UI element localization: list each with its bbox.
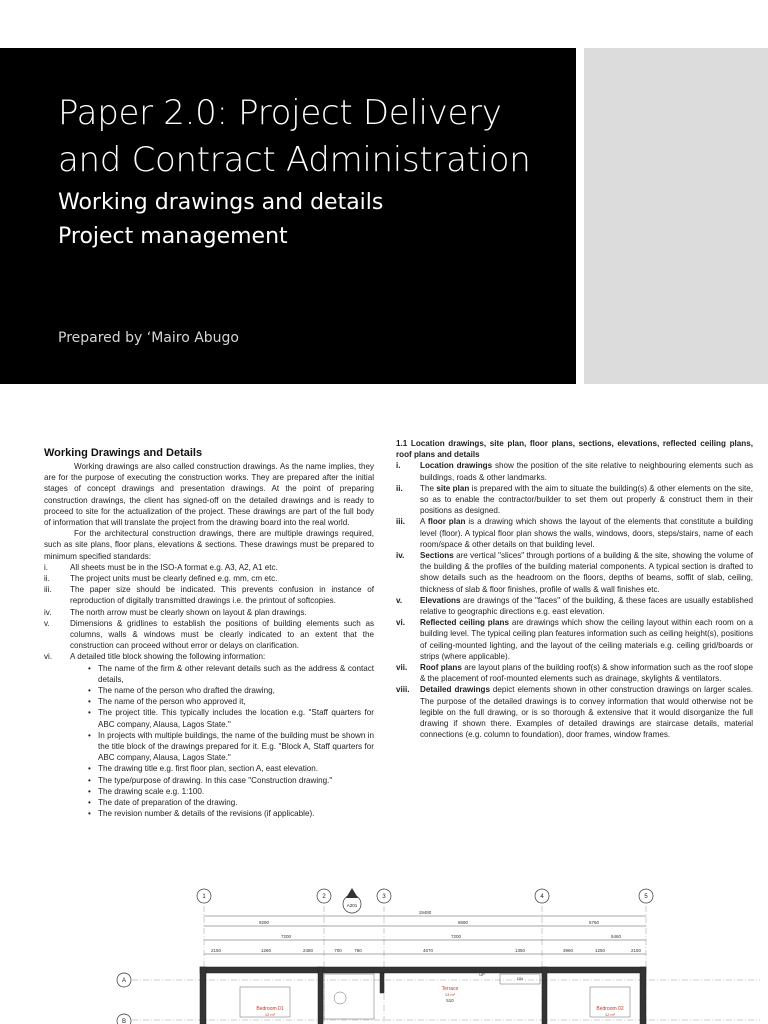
room-label: Terrace bbox=[441, 986, 459, 992]
slide-title: Paper 2.0: Project Delivery and Contract Administration bbox=[58, 93, 531, 180]
intro-paragraph: Working drawings are also called construction drawings. As the name implies, they are for the purpose of executing the construction works. They are prepared after the initial stages of concept drawings and presentation drawings. At the point of preparing construction drawings, the client has signed-off on the detailed drawings and is ready to proceed to site for the actualization of the project. These drawings are part of the full body of information that will translate the project from the drawing board into the real world. bbox=[44, 462, 374, 528]
bullet-item: • The name of the person who drafted the drawing, bbox=[70, 685, 374, 696]
item-number: iii. bbox=[44, 585, 52, 595]
item-number: i. bbox=[44, 562, 49, 572]
dimension: 700 bbox=[334, 948, 342, 953]
list-item bbox=[396, 662, 753, 684]
floor-plan-svg bbox=[90, 862, 760, 1024]
item-prefix: The bbox=[420, 483, 437, 493]
section-heading: Working Drawings and Details bbox=[44, 447, 203, 459]
list-item bbox=[44, 573, 374, 584]
item-term: site plan bbox=[436, 483, 470, 493]
preparer-credit: Prepared by ‘Mairo Abugo bbox=[58, 330, 239, 346]
room-label: Bedroom 01 bbox=[256, 1006, 284, 1012]
dimension: 1250 bbox=[594, 948, 606, 953]
list-item bbox=[396, 595, 753, 617]
bullet-item: • The name of the person who approved it, bbox=[70, 696, 374, 707]
item-text: is a drawing which shows the layout of the elements that constitute a building level (floor). A typical floor plan shows the walls, windows, doors, steps/stairs, name of each room/space & other details on that building level. bbox=[420, 517, 754, 549]
item-text: is prepared with the aim to situate the building(s) & other elements on the site, so as to enable the contractor/builder to set them out properly & construct them in their positions as designed. bbox=[420, 483, 754, 516]
item-number: ii. bbox=[44, 574, 50, 584]
subtitle-line-1: Working drawings and details bbox=[58, 190, 384, 215]
item-term: Detailed drawings bbox=[420, 685, 490, 695]
item-term: Sections bbox=[420, 551, 454, 561]
room-area: 13 m² bbox=[444, 992, 456, 997]
dimension: 2150 bbox=[630, 948, 642, 953]
north-arrow-icon bbox=[343, 888, 361, 913]
item-term: Location drawings bbox=[420, 461, 493, 471]
dimension: 5760 bbox=[588, 920, 600, 925]
item-number: vi. bbox=[44, 652, 53, 662]
grid-label: 3 bbox=[382, 894, 386, 900]
dimension: 1350 bbox=[514, 948, 526, 953]
item-text: Dimensions & gridlines to establish the positions of building elements such as columns, walls & windows must be clearly indicated to an extent that the construction can proceed without error or delays on clarification. bbox=[70, 618, 374, 651]
list-item bbox=[396, 617, 753, 662]
stair-label: DN bbox=[517, 976, 523, 981]
item-number: iv. bbox=[396, 551, 405, 561]
level-label: UP bbox=[479, 972, 485, 977]
item-term: Elevations bbox=[420, 595, 461, 605]
floor-plan-drawing bbox=[90, 862, 760, 1024]
drawing-types-list bbox=[396, 460, 753, 740]
list-item bbox=[396, 684, 753, 740]
item-text: are drawings of the "faces" of the building, & these faces are usually established relative to geographic directions e.g. east elevation. bbox=[420, 595, 753, 617]
list-item bbox=[44, 584, 374, 606]
grid-label: 2 bbox=[322, 894, 326, 900]
dimension: 7200 bbox=[280, 934, 292, 939]
item-text: The project units must be clearly defined e.g. mm, cm etc. bbox=[70, 574, 278, 584]
item-number: vi. bbox=[396, 618, 405, 628]
grid-label: B bbox=[121, 1019, 127, 1024]
north-label: A201 bbox=[346, 903, 358, 908]
item-number: iv. bbox=[44, 607, 52, 617]
bullet-item: • The name of the firm & other relevant details such as the address & contact details, bbox=[70, 663, 374, 685]
item-number: iii. bbox=[396, 517, 405, 527]
dimension: 1260 bbox=[260, 948, 272, 953]
item-text: A detailed title block showing the following information: bbox=[70, 652, 266, 662]
title-slide bbox=[0, 48, 576, 384]
standards-list bbox=[44, 562, 374, 820]
item-prefix: A bbox=[420, 517, 428, 527]
item-term: floor plan bbox=[427, 517, 466, 527]
subtitle-line-2: Project management bbox=[58, 224, 288, 249]
standards-paragraph: For the architectural construction drawings, there are multiple drawings required, such as site plans, floor plans, elevations & sections. These drawings must be prepared to minimum specified standards: bbox=[44, 529, 374, 561]
subsection-heading: 1.1 Location drawings, site plan, floor plans, sections, elevations, reflected ceiling plans, roof plans and details bbox=[396, 439, 753, 460]
bullet-item: • The revision number & details of the revisions (if applicable). bbox=[70, 808, 374, 819]
item-number: vii. bbox=[396, 663, 408, 673]
item-number: viii. bbox=[396, 685, 410, 695]
grid-label: 5 bbox=[644, 894, 648, 900]
dimension: 8690 bbox=[457, 920, 469, 925]
dimension: 760 bbox=[354, 948, 362, 953]
room-area: 12 m² bbox=[264, 1012, 276, 1017]
item-text: The paper size should be indicated. This prevents confusion in instance of reproduction of digitally transmitted drawings i.e. the printout of softcopies. bbox=[70, 585, 374, 606]
list-item bbox=[396, 516, 753, 550]
room-area: 12 m² bbox=[604, 1012, 616, 1017]
dimension: 9290 bbox=[258, 920, 270, 925]
item-number: v. bbox=[44, 618, 50, 628]
bullet-item: • The project title. This typically includes the location e.g. "Staff quarters for ABC company, Alausa, Lagos State." bbox=[70, 707, 374, 729]
title-block-list bbox=[70, 663, 374, 820]
list-item bbox=[44, 618, 374, 652]
bullet-item: • The drawing title e.g. first floor plan, section A, east elevation. bbox=[70, 763, 374, 774]
dimension: 5460 bbox=[610, 934, 622, 939]
grid-label: 4 bbox=[540, 894, 544, 900]
right-column bbox=[396, 438, 753, 740]
item-text: depict elements shown in other construction drawings on larger scales. The purpose of the detailed drawings is to convey information that would otherwise not be legible on the full drawing, or is so thorough & extensive that it would disorganize the full drawing if shown there. Examples of detailed drawings are staircase details, material connections (e.g. column to foundation), door frames, window frames. bbox=[420, 685, 753, 740]
list-item bbox=[396, 483, 753, 517]
left-column bbox=[44, 446, 374, 820]
side-panel bbox=[584, 48, 768, 384]
item-text: are drawings which show the ceiling layout within each room on a building level. The typical ceiling plan features information such as ceiling height(s), positions of ceiling-mounted lighting, and the layout of the ceiling materials e.g. ceiling grid/boards or strips (where applicable). bbox=[420, 618, 753, 661]
bullet-item: • In projects with multiple buildings, the name of the building must be shown in the title block of the drawings prepared for it. E.g. "Block A, Staff quarters for ABC company, Alausa, Lagos State." bbox=[70, 730, 374, 764]
grid-label: A bbox=[121, 978, 127, 984]
dimension: 4670 bbox=[422, 948, 434, 953]
dimension: 2150 bbox=[210, 948, 222, 953]
item-term: Roof plans bbox=[420, 663, 462, 673]
grid-label: 1 bbox=[202, 894, 206, 900]
bullet-item: • The type/purpose of drawing. In this case "Construction drawing." bbox=[70, 775, 374, 786]
dimension: 3960 bbox=[562, 948, 574, 953]
list-item bbox=[396, 550, 753, 595]
dimension: 2480 bbox=[302, 948, 314, 953]
slide-subtitle bbox=[58, 186, 383, 254]
room-label: Bedroom 02 bbox=[596, 1006, 624, 1012]
list-item bbox=[396, 460, 753, 482]
item-number: ii. bbox=[396, 483, 403, 493]
item-text: The north arrow must be clearly shown on layout & plan drawings. bbox=[70, 607, 307, 617]
item-term: Reflected ceiling plans bbox=[420, 618, 509, 628]
bullet-item: • The drawing scale e.g. 1:100. bbox=[70, 786, 374, 797]
bullet-item: • The date of preparation of the drawing. bbox=[70, 797, 374, 808]
list-item bbox=[44, 651, 374, 819]
item-text: show the position of the site relative to neighbouring elements such as buildings, roads & other landmarks. bbox=[420, 461, 753, 482]
item-text: All sheets must be in the ISO-A format e.g. A3, A2, A1 etc. bbox=[70, 562, 278, 572]
room-code: 510 bbox=[446, 998, 454, 1003]
dimension: 7200 bbox=[450, 934, 462, 939]
list-item bbox=[44, 607, 374, 618]
overall-dimension: 19480 bbox=[418, 910, 432, 915]
item-text: are vertical "slices" through portions of a building & the site, showing the volume of the building & the profiles of the building material components. A typical section is drafted to show details such as the headroom on the floors, depths of beams, soffit of slab, ceiling, thickness of slab & floor finishes, profile of walls & wall finishes etc. bbox=[420, 551, 753, 594]
item-number: v. bbox=[396, 595, 403, 605]
item-number: i. bbox=[396, 461, 401, 471]
list-item bbox=[44, 562, 374, 573]
item-text: are layout plans of the building roof(s) & show information such as the roof slope & the placement of roof-mounted elements such as drainage, skylights & ventilators. bbox=[420, 663, 753, 684]
